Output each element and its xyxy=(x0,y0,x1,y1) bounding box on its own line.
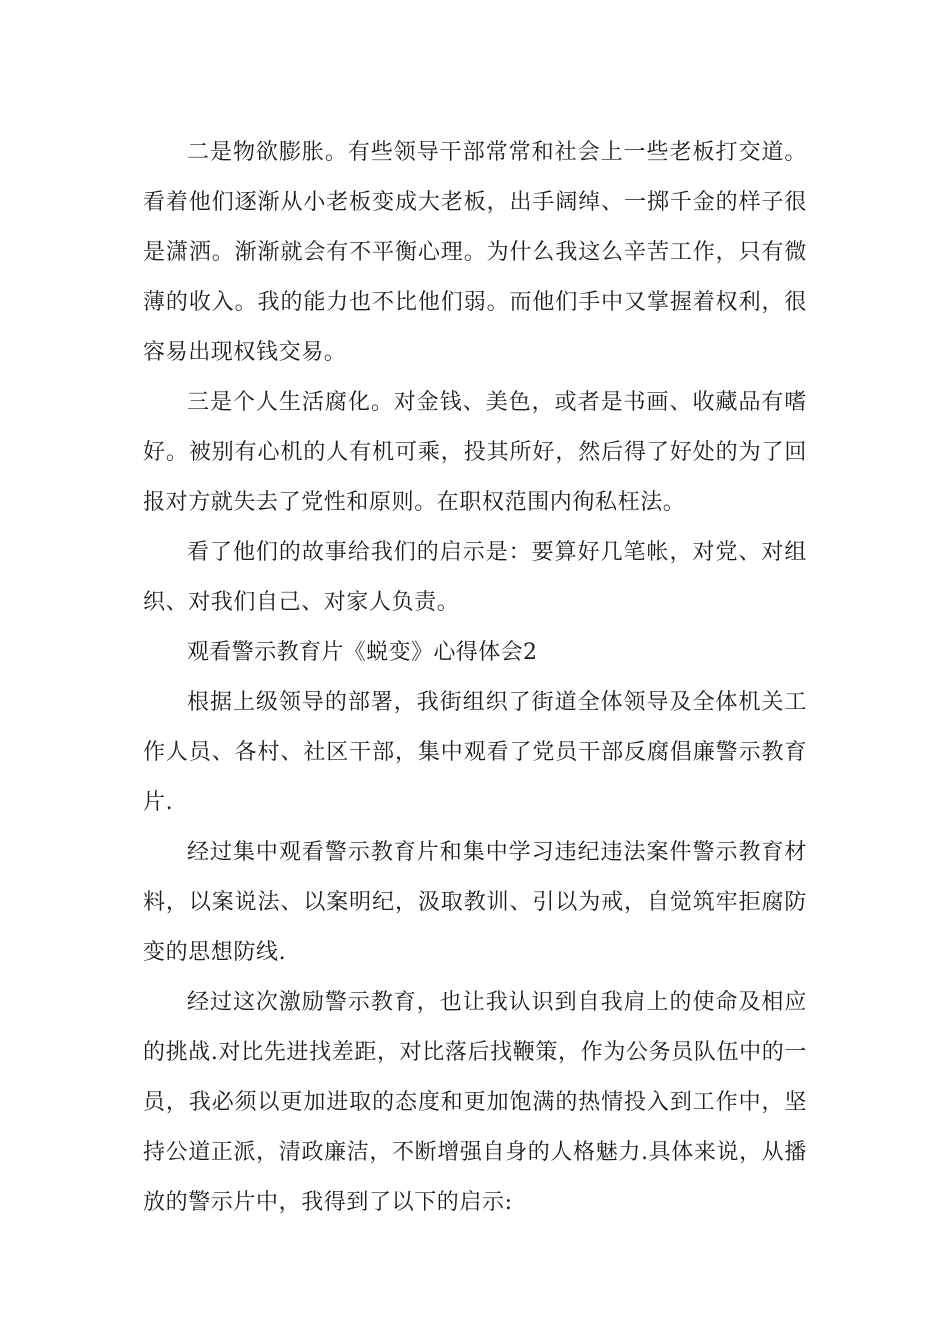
paragraph-materialism: 二是物欲膨胀。有些领导干部常常和社会上一些老板打交道。看着他们逐渐从小老板变成大老板，出手阔绰、一掷千金的样子很是潇洒。渐渐就会有不平衡心理。为什么我这么辛苦工作，只有微薄的收入。我的能力也不比他们弱。而他们手中又掌握着权利，很容易出现权钱交易。 xyxy=(143,140,807,365)
document-body xyxy=(143,128,807,1228)
section-title: 观看警示教育片《蜕变》心得体会2 xyxy=(187,640,538,665)
paragraph-organization: 根据上级领导的部署，我街组织了街道全体领导及全体机关工作人员、各村、社区干部，集中观看了党员干部反腐倡廉警示教育片. xyxy=(143,690,807,815)
paragraph-study: 经过集中观看警示教育片和集中学习违纪违法案件警示教育材料，以案说法、以案明纪，汲取教训、引以为戒，自觉筑牢拒腐防变的思想防线. xyxy=(143,840,807,965)
paragraph-reflection: 经过这次激励警示教育，也让我认识到自我肩上的使命及相应的挑战.对比先进找差距，对比落后找鞭策，作为公务员队伍中的一员，我必须以更加进取的态度和更加饱满的热情投入到工作中，坚持公道正派，清政廉洁，不断增强自身的人格魅力.具体来说，从播放的警示片中，我得到了以下的启示: xyxy=(143,990,807,1215)
paragraph-lessons: 看了他们的故事给我们的启示是：要算好几笔帐，对党、对组织、对我们自己、对家人负责。 xyxy=(143,540,807,615)
paragraph-corruption: 三是个人生活腐化。对金钱、美色，或者是书画、收藏品有嗜好。被别有心机的人有机可乘，投其所好，然后得了好处的为了回报对方就失去了党性和原则。在职权范围内徇私枉法。 xyxy=(143,390,807,515)
